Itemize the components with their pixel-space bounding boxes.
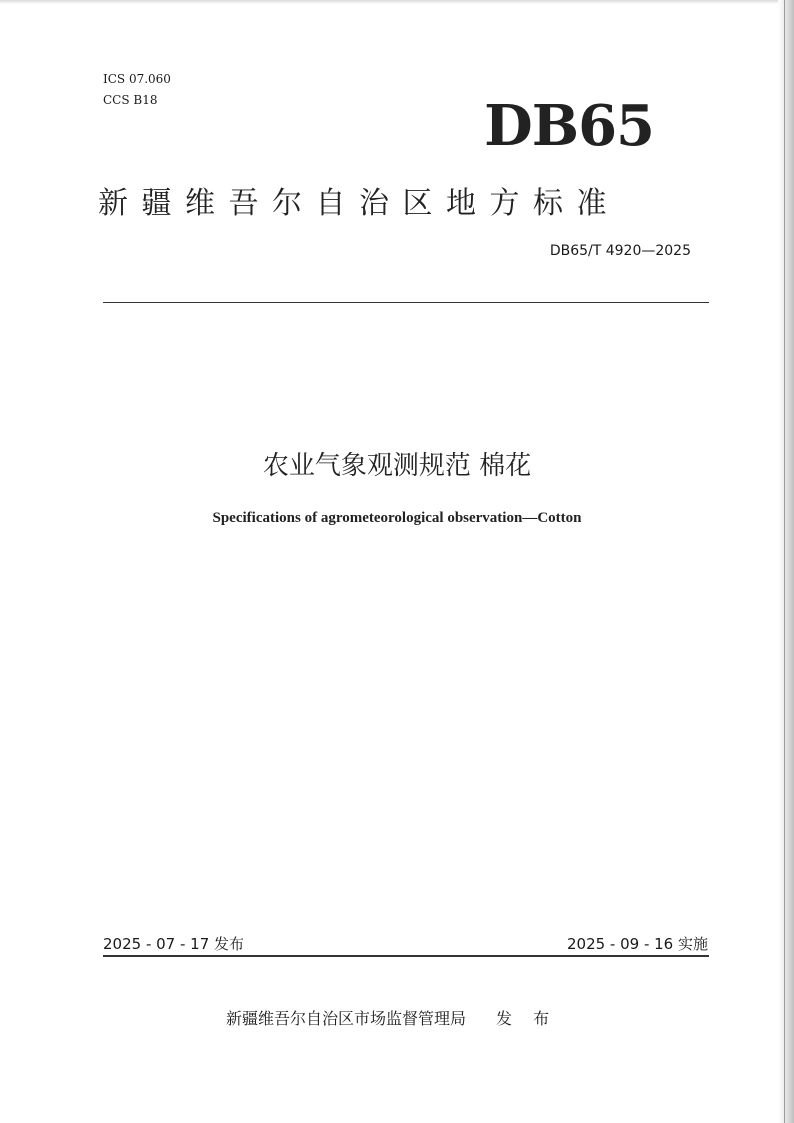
db65-logo: DB65	[484, 93, 654, 159]
issue-date: 2025 - 07 - 17 发布	[103, 935, 245, 953]
scan-fold-line	[784, 0, 785, 1123]
scan-top-edge	[0, 0, 794, 4]
publisher-name: 新疆维吾尔自治区市场监督管理局	[226, 1009, 467, 1028]
ics-code: ICS 07.060	[103, 72, 171, 86]
implementation-date: 2025 - 09 - 16 实施	[566, 935, 708, 953]
document-title-chinese: 农业气象观测规范 棉花	[262, 451, 532, 481]
standard-type-heading: 新疆维吾尔自治区地方标准	[98, 186, 620, 221]
ccs-code: CCS B18	[103, 93, 158, 107]
document-title-english: Specifications of agrometeorological observation—Cotton	[212, 510, 582, 526]
publish-action: 发 布	[496, 1009, 558, 1028]
publisher-line	[226, 1006, 557, 1029]
top-divider	[103, 302, 709, 303]
bottom-divider	[103, 955, 709, 957]
standard-code: DB65/T 4920—2025	[549, 243, 691, 259]
scan-right-edge	[778, 0, 794, 1123]
